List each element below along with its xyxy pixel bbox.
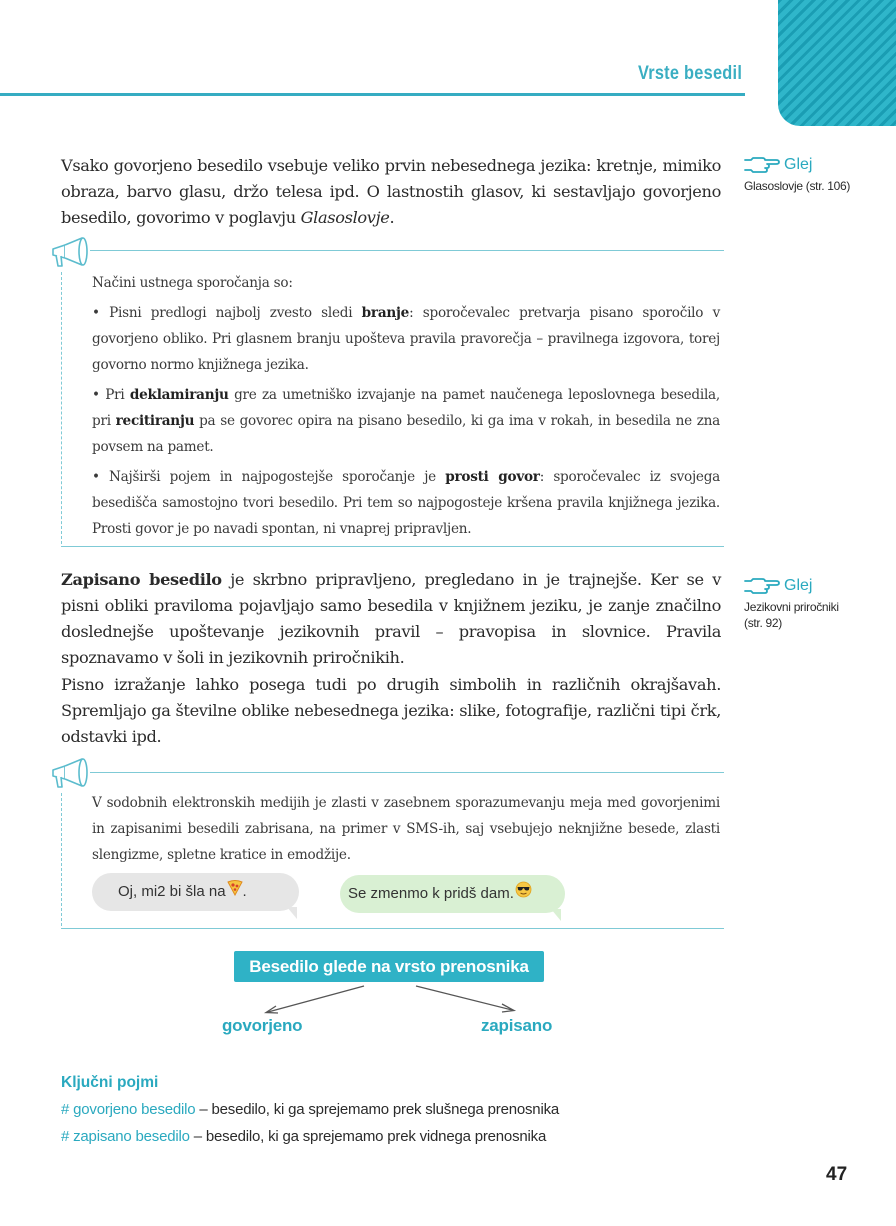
b2-mid: gre za umetniško izvajanje na pamet naučenega leposlovnega besedila, pri [92, 387, 720, 429]
intro-paragraph [61, 153, 721, 231]
b2-pre: • Pri [92, 387, 130, 403]
header-rule [0, 93, 745, 96]
key-term-item [61, 1128, 546, 1145]
pointing-hand-icon [744, 576, 782, 596]
box2-text: V sodobnih elektronskih medijih je zlasti v zasebnem sporazumevanju meja med govorjenimi in zapisanimi besedili zabrisana, na primer v SMS-ih, saj vsebujejo neknjižne besede, zlasti slengizme, spletne kratice in emodžije. [92, 795, 720, 863]
chat-bubble-right-text: Se zmenmo k pridš dam. [348, 885, 514, 902]
box2-bottom-rule [61, 928, 724, 929]
key-terms-title: Ključni pojmi [61, 1074, 159, 1091]
b3-post: : sporočevalec iz svojega besedišča samostojno tvori besedilo. Pri tem so najpogosteje kršena pravila knjižnega jezika. Prosti govor je po navadi spontan, ni vnaprej pripravljen. [92, 469, 721, 537]
key-term-definition: – besedilo, ki ga sprejemamo prek vidnega prenosnika [189, 1128, 547, 1145]
glej-reference-line1: Jezikovni priročniki [744, 600, 839, 614]
pointing-hand-icon [744, 155, 782, 175]
side-note-glasoslovje[interactable] [744, 155, 850, 194]
box1-bullet-prosti-govor [92, 464, 720, 542]
side-note-jezikovni-prirocniki[interactable] [744, 576, 839, 631]
b2-post: pa se govorec opira na pisano besedilo, ki ga ima v rokah, in besedila ne zna povsem na pamet. [92, 413, 720, 455]
b2-bold1: deklamiranju [129, 387, 229, 403]
section-title: Vrste besedil [637, 63, 742, 84]
written-paragraph-2: Pisno izražanje lahko posega tudi po drugih simbolih in različnih okrajšavah. Spremljajo ga številne oblike nebesednega jezika: slike, fotografije, različni tipi črk, odstavki ipd. [61, 675, 721, 746]
key-term-definition: – besedilo, ki ga sprejemamo prek slušnega prenosnika [195, 1101, 560, 1118]
box1-bullet-deklamiranje [92, 382, 720, 460]
diagram-branch-govorjeno: govorjeno [222, 1016, 303, 1035]
box2-top-rule [90, 772, 724, 773]
diagram-arrows [250, 980, 530, 1020]
b3-bold: prosti govor [445, 469, 540, 485]
megaphone-icon [49, 757, 91, 791]
chat-bubble-left [92, 873, 299, 911]
box1-top-rule [90, 250, 724, 251]
glej-reference-line2: (str. 92) [744, 616, 782, 630]
chat-bubble-left-text: Oj, mi2 bi šla na [118, 883, 226, 900]
box2-side-rule [61, 793, 62, 926]
chat-bubble-right [340, 875, 565, 913]
b1-pre: • Pisni predlogi najbolj zvesto sledi [92, 305, 362, 321]
intro-italic: Glasoslovje [300, 208, 390, 227]
box1-bottom-rule [61, 546, 724, 547]
b3-pre: • Najširši pojem in najpogostejše sporočanje je [92, 469, 446, 485]
b1-post: : sporočevalec pretvarja pisano sporočilo v govorjeno obliko. Pri glasnem branju upošteva pravila pravorečja – pravilnega izgovora, torej govorno normo knjižnega jezika. [92, 305, 720, 373]
glej-label: Glej [784, 156, 813, 173]
bubble-tail [551, 909, 561, 921]
intro-end: . [389, 208, 395, 227]
written-rest: je skrbno pripravljeno, pregledano in je trajnejše. Ker se v pisni obliki praviloma pojavljajo samo besedila v knjižnem jeziku, je zanje značilno doslednejše upoštevanje jezikovnih pravil – pravopisa in slovnice. Pravila spoznavamo v šoli in jezikovnih priročnikih. [61, 570, 721, 667]
glej-label: Glej [784, 577, 813, 594]
b1-bold: branje [361, 305, 410, 321]
sunglasses-emoji-icon [515, 875, 532, 913]
key-term: # zapisano besedilo [61, 1128, 190, 1145]
intro-text: Vsako govorjeno besedilo vsebuje veliko prvin nebesednega jezika: kretnje, mimiko obraza, barvo glasu, držo telesa ipd. O lastnostih glasov, ki sestavljajo govorjeno besedilo, govorimo v poglavju [61, 156, 721, 227]
diagram-branch-zapisano: zapisano [481, 1016, 553, 1035]
written-bold: Zapisano besedilo [61, 570, 222, 589]
key-term: # govorjeno besedilo [61, 1101, 196, 1118]
bubble-tail [287, 907, 297, 919]
box1-bullet-branje [92, 300, 720, 378]
corner-tab-decoration [778, 0, 896, 126]
box1-intro: Načini ustnega sporočanja so: [92, 275, 293, 291]
page-number: 47 [826, 1164, 848, 1185]
b2-bold2: recitiranju [115, 413, 195, 429]
glej-reference: Glasoslovje (str. 106) [744, 179, 851, 193]
diagram-title: Besedilo glede na vrsto prenosnika [234, 951, 544, 982]
chat-bubble-left-end: . [242, 883, 247, 900]
box1-text [92, 270, 720, 546]
key-term-item [61, 1101, 559, 1118]
megaphone-icon [49, 236, 91, 270]
box1-side-rule [61, 272, 62, 544]
written-paragraph-1 [61, 567, 721, 671]
pizza-emoji-icon [227, 873, 243, 911]
